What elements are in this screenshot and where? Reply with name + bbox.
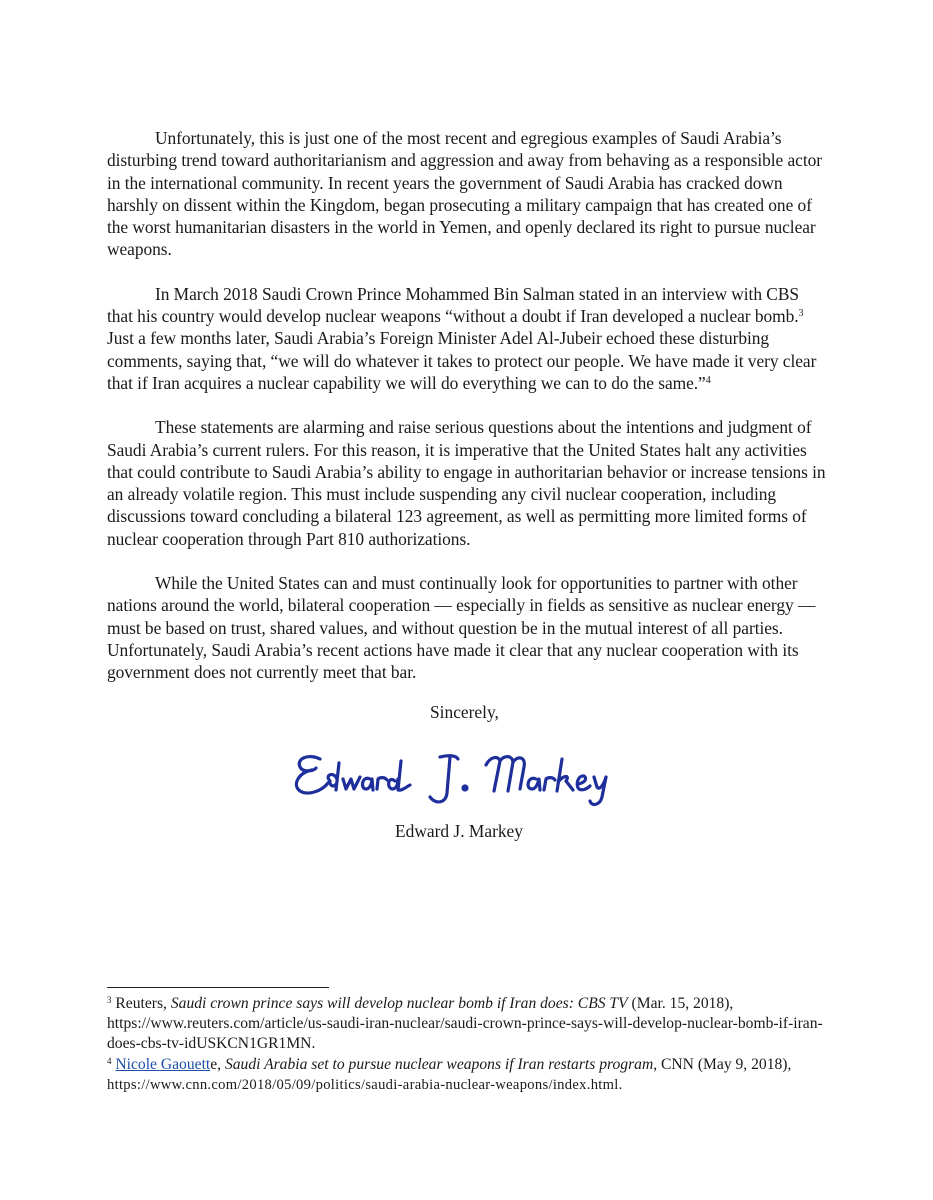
- paragraph-1: Unfortunately, this is just one of the most recent and egregious examples of Saudi Arabia’s disturbing trend toward authoritarianism and aggression and away from behaving as a responsible actor in the international community. In recent years the government of Saudi Arabia has cracked down harshly on dissent within the Kingdom, began prosecuting a military campaign that has created one of the worst humanitarian disasters in the world in Yemen, and openly declared its right to pursue nuclear weapons.: [107, 128, 823, 260]
- footnote-url: https://www.reuters.com/article/us-saudi-iran-nuclear/saudi-crown-prince-says-will-develop-nuclear-bomb-if-iran-does-cbs-tv-idUSKCN1GR1MN.: [107, 1015, 823, 1053]
- paragraph-2-text-a: In March 2018 Saudi Crown Prince Mohammed Bin Salman stated in an interview with CBS that his country would develop nuclear weapons “without a doubt if Iran developed a nuclear bomb.: [107, 283, 800, 327]
- paragraph-2-text-b: Just a few months later, Saudi Arabia’s Foreign Minister Adel Al-Jubeir echoed these disturbing comments, saying that, “we will do whatever it takes to protect our people. We have made it very clear that if Iran acquires a nuclear capability we will do everything we can to do the same.”: [107, 328, 817, 393]
- footnote-date: (Mar. 15, 2018),: [627, 995, 734, 1012]
- footnote-divider: [107, 987, 329, 988]
- paragraph-2: [107, 283, 829, 394]
- footnotes: [107, 994, 827, 1095]
- footnote-4: [107, 1055, 827, 1095]
- paragraph-3: These statements are alarming and raise serious questions about the intentions and judgment of Saudi Arabia’s current rulers. For this reason, it is imperative that the United States halt any activities that could contribute to Saudi Arabia’s ability to engage in authoritarian behavior or increase tensions in an already volatile region. This must include suspending any civil nuclear cooperation, including discussions toward concluding a bilateral 123 agreement, as well as permitting more limited forms of nuclear cooperation through Part 810 authorizations.: [107, 417, 826, 549]
- footnote-number: 3: [107, 995, 112, 1005]
- footnote-title: Saudi Arabia set to pursue nuclear weapons if Iran restarts program: [224, 1055, 654, 1073]
- handwritten-signature: [290, 735, 650, 810]
- closing-salutation: Sincerely,: [430, 702, 499, 722]
- footnote-title: Saudi crown prince says will develop nuclear bomb if Iran does: CBS TV: [170, 995, 628, 1012]
- footnote-url: https://www.cnn.com/2018/05/09/politics/saudi-arabia-nuclear-weapons/index.html.: [107, 1076, 623, 1093]
- footnote-3: [107, 994, 827, 1055]
- footnote-number: 4: [107, 1055, 112, 1066]
- author-link[interactable]: Nicole Gaouett: [115, 1055, 211, 1073]
- footnote-ref-3: 3: [798, 308, 804, 320]
- footnote-source: , CNN (May 9, 2018),: [653, 1055, 792, 1073]
- footnote-author-tail: e,: [210, 1055, 225, 1073]
- footnote-ref-4: 4: [705, 374, 711, 386]
- paragraph-4: While the United States can and must continually look for opportunities to partner with other nations around the world, bilateral cooperation — especially in fields as sensitive as nuclear energy — must be based on trust, shared values, and without question be in the mutual interest of all parties. Unfortunately, Saudi Arabia’s recent actions have made it clear that any nuclear cooperation with its government does not currently meet that bar.: [107, 573, 816, 683]
- footnote-source: Reuters,: [111, 995, 171, 1012]
- letter-body: [107, 127, 829, 706]
- signer-name: Edward J. Markey: [395, 821, 523, 841]
